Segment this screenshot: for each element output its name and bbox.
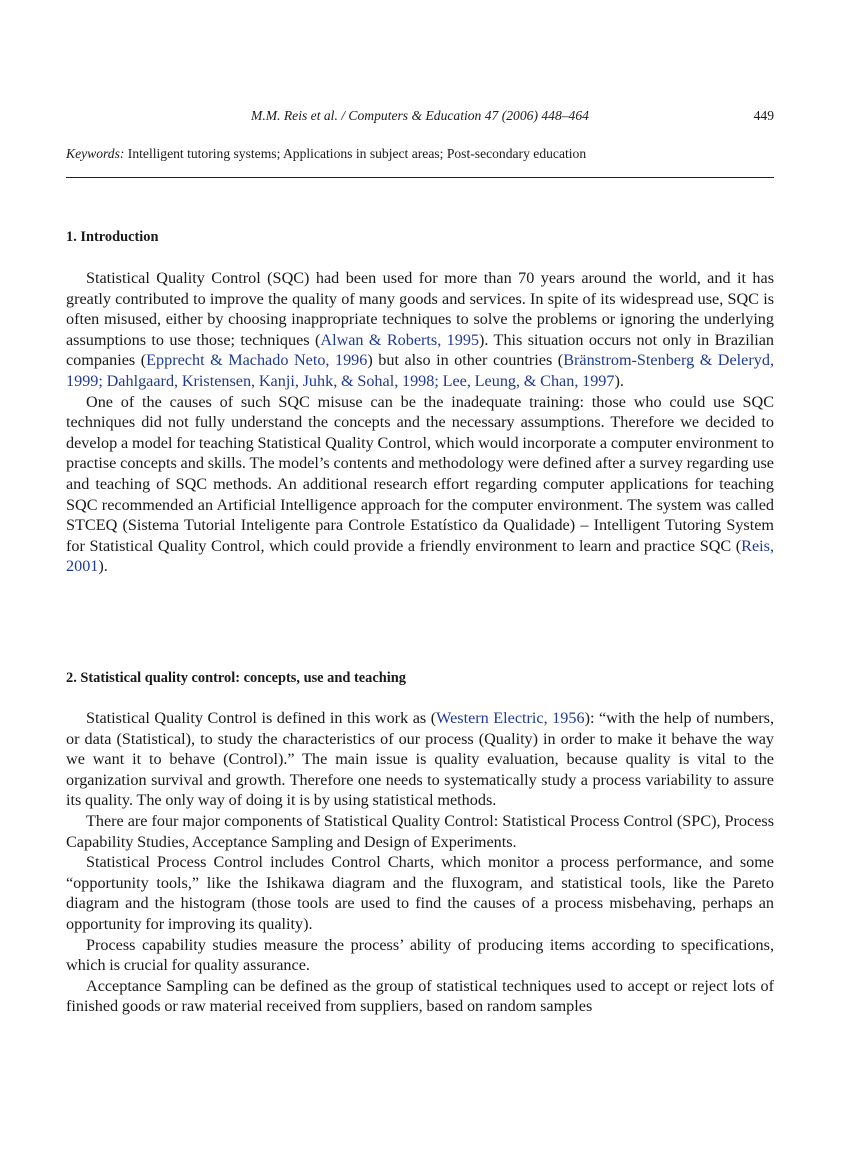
section-introduction-body (66, 268, 774, 577)
paragraph (66, 392, 774, 577)
citation-link[interactable]: Western Electric, 1956 (436, 709, 585, 727)
paragraph (66, 708, 774, 811)
keywords-label: Keywords: (66, 146, 125, 161)
citation-link[interactable]: Alwan & Roberts, 1995 (320, 330, 480, 349)
keywords-divider (66, 177, 774, 178)
paragraph: Acceptance Sampling can be defined as the group of statistical techniques used to accept or reject lots of finished goods or raw material received from suppliers, based on random samples (66, 976, 774, 1016)
page-number: 449 (753, 108, 774, 123)
keywords-text: Intelligent tutoring systems; Applications in subject areas; Post-secondary education (124, 146, 587, 161)
paragraph: Statistical Process Control includes Control Charts, which monitor a process performance, and some “opportunity tools,” like the Ishikawa diagram and the fluxogram, and statistical tools, like the Pareto diagram and the histogram (those tools are used to find the causes of a process misbehaving, perhaps an opportunity for improving its quality). (66, 853, 774, 933)
section-heading-introduction: 1. Introduction (66, 229, 159, 245)
paragraph-text: Statistical Quality Control (SQC) had been used for more than 70 years around the world, and it has greatly contributed to improve the quality of many goods and services. In spite of its widespread use, SQC is often misused, either by choosing inappropriate techniques to solve the problems or ignoring the underlying assumptions to use those; techniques ( (66, 269, 774, 349)
paragraph: There are four major components of Statistical Quality Control: Statistical Process Control (SPC), Process Capability Studies, Acceptance Sampling and Design of Experiments. (66, 811, 774, 851)
paragraph-text: ). (98, 557, 108, 576)
paragraph (66, 268, 774, 392)
paragraph-text: One of the causes of such SQC misuse can be the inadequate training: those who could use SQC techniques did not fully understand the concepts and the necessary assumptions. Therefore we decided to develop a model for teaching Statistical Quality Control, which would incorporate a computer environment to practise concepts and skills. The model’s contents and methodology were defined after a survey regarding use and teaching of SQC methods. An additional research effort regarding computer applications for teaching SQC recommended an Artificial Intelligence approach for the computer environment. The system was called STCEQ (Sistema Tutorial Inteligente para Controle Estatístico da Qualidade) – Intelligent Tutoring System for Statistical Quality Control, which could provide a friendly environment to learn and practice SQC ( (66, 392, 774, 555)
section-sqc-body (66, 708, 774, 1017)
citation-link[interactable]: Epprecht & Machado Neto, 1996 (146, 351, 368, 370)
paragraph-text: Statistical Quality Control is defined in this work as ( (86, 709, 437, 727)
paragraph: Process capability studies measure the process’ ability of producing items according to specifications, which is crucial for quality assurance. (66, 935, 774, 975)
paragraph-text: ). (614, 371, 624, 390)
paragraph-text: ). This situation occurs not only in Brazilian companies ( (66, 330, 774, 370)
section-heading-sqc: 2. Statistical quality control: concepts, use and teaching (66, 670, 406, 686)
running-head: M.M. Reis et al. / Computers & Education 47 (2006) 448–464 (251, 108, 589, 123)
paragraph-text: ) but also in other countries ( (367, 351, 564, 370)
paragraph-text: ): “with the help of numbers, or data (Statistical), to study the characteristics of our process (Quality) in order to make it behave the way we want it to behave (Control).” The main issue is quality evaluation, because quality is vital to the organization survival and growth. Therefore one needs to systematically study a process variability to assure its quality. The only way of doing it is by using statistical methods. (66, 709, 774, 810)
keywords-line (66, 144, 774, 164)
citation-link[interactable]: Reis, 2001 (66, 536, 774, 576)
citation-link[interactable]: Bränstrom-Stenberg & Deleryd, 1999; Dahlgaard, Kristensen, Kanji, Juhk, & Sohal, 1998; Lee, Leung, & Chan, 1997 (66, 351, 774, 390)
